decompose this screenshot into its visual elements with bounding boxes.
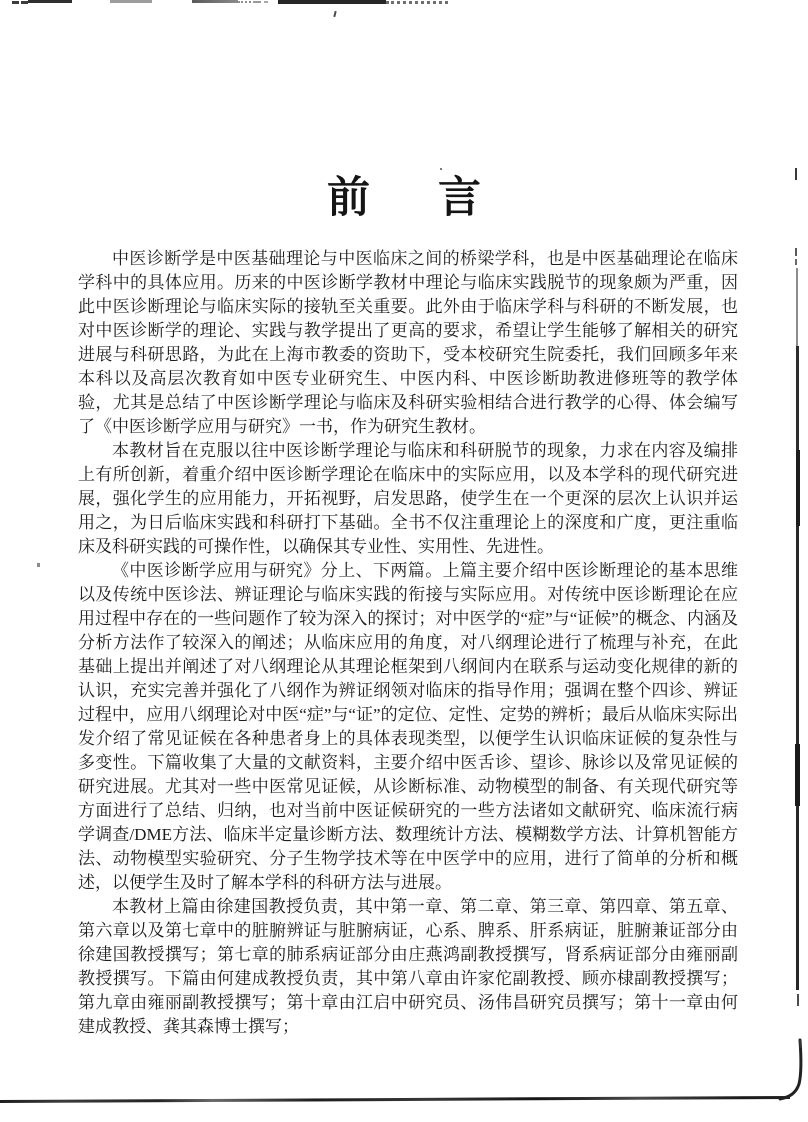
scan-artifact-top-mark (192, 0, 238, 3)
preface-paragraph-3: 《中医诊断学应用与研究》分上、下两篇。上篇主要介绍中医诊断理论的基本思维以及传统中医诊法、辨证理论与临床实践的衔接与实际应用。对传统中医诊断理论在应用过程中存在的一些问题作了较为深入的探讨；对中医学的“症”与“证候”的概念、内涵及分析方法作了较深入的阐述；从临床应用的角度，对八纲理论进行了梳理与补充，在此基础上提出并阐述了对八纲理论从其理论框架到八纲间内在联系与运动变化规律的新的认识，充实完善并强化了八纲作为辨证纲领对临床的指导作用；强调在整个四诊、辨证过程中，应用八纲理论对中医“症”与“证”的定位、定性、定势的辨析；最后从临床实际出发介绍了常见证候在各种患者身上的具体表现类型，以便学生认识临床证候的复杂性与多变性。下篇收集了大量的文献资料，主要介绍中医舌诊、望诊、脉诊以及常见证候的研究进展。尤其对一些中医常见证候，从诊断标准、动物模型的制备、有关现代研究等方面进行了总结、归纳，也对当前中医证候研究的一些方法诸如文献研究、临床流行病学调查/DME方法、临床半定量诊断方法、数理统计方法、模糊数学方法、计算机智能方法、动物模型实验研究、分子生物学技术等在中医学中的应用，进行了简单的分析和概述，以便学生及时了解本学科的科研方法与进展。 (78, 561, 738, 892)
preface-paragraph-2: 本教材旨在克服以往中医诊断学理论与临床和科研脱节的现象，力求在内容及编排上有所创新，着重介绍中医诊断学理论在临床中的实际应用，以及本学科的现代研究进展，强化学生的应用能力，开拓视野，启发思路，使学生在一个更深的层次上认识并运用之，为日后临床实践和科研打下基础。全书不仅注重理论上的深度和广度，更注重临床及科研实践的可操作性，以确保其专业性、实用性、先进性。 (78, 441, 738, 556)
scan-artifact-right-edge (797, 994, 799, 1006)
scan-artifact-top-mark (264, 1, 268, 3)
scan-artifact-top-mark (253, 1, 261, 3)
scan-artifact-top-mark (28, 0, 72, 3)
scan-artifact-corner-curve (772, 1036, 806, 1104)
scan-artifact-bottom-edge (0, 1096, 790, 1103)
scan-artifact-right-edge (796, 450, 800, 526)
scan-artifact-top-mark (386, 1, 448, 4)
preface-text (78, 247, 738, 1039)
scan-artifact-right-edge (796, 526, 799, 744)
scan-artifact-right-edge (795, 248, 797, 256)
scan-artifact-right-edge (796, 806, 799, 990)
scan-artifact-speck (37, 563, 40, 567)
scan-artifact-right-edge (796, 346, 799, 452)
preface-paragraph-4: 本教材上篇由徐建国教授负责，其中第一章、第二章、第三章、第四章、第五章、第六章以及第七章中的脏腑辨证与脏腑病证，心系、脾系、肝系病证，脏腑兼证部分由徐建国教授撰写；第七章的肺系病证部分由庄燕鸿副教授撰写，肾系病证部分由雍丽副教授撰写。下篇由何建成教授负责，其中第八章由许家佗副教授、顾亦棣副教授撰写；第九章由雍丽副教授撰写；第十章由江启中研究员、汤伟昌研究员撰写；第十一章由何建成教授、龚其森博士撰写； (78, 897, 738, 1036)
preface-paragraph-1: 中医诊断学是中医基础理论与中医临床之间的桥梁学科，也是中医基础理论在临床学科中的具体应用。历来的中医诊断学教材中理论与临床实践脱节的现象颇为严重，因此中医诊断理论与临床实际的接轨至关重要。此外由于临床学科与科研的不断发展，也对中医诊断学的理论、实践与教学提出了更高的要求，希望让学生能够了解相关的研究进展与科研思路，为此在上海市教委的资助下，受本校研究生院委托，我们回顾多年来本科以及高层次教育如中医专业研究生、中医内科、中医诊断助教进修班等的教学体验，尤其是总结了中医诊断学理论与临床及科研实验相结合进行教学的心得、体会编写了《中医诊断学应用与研究》一书，作为研究生教材。 (78, 249, 738, 436)
scan-artifact-right-edge (796, 268, 798, 348)
scan-artifact-speck (333, 11, 336, 17)
title-char-qian: 前 (327, 175, 370, 222)
scan-artifact-right-edge (795, 744, 800, 806)
scan-artifact-right-edge (795, 259, 797, 265)
scan-artifact-top-mark (21, 1, 28, 4)
page-title (0, 164, 808, 225)
title-char-yan: 言 (438, 175, 481, 222)
scan-artifact-top-mark (238, 1, 251, 3)
scan-artifact-top-mark (12, 1, 19, 4)
scan-artifact-top-mark (110, 0, 152, 3)
scan-artifact-top-mark (278, 0, 386, 4)
